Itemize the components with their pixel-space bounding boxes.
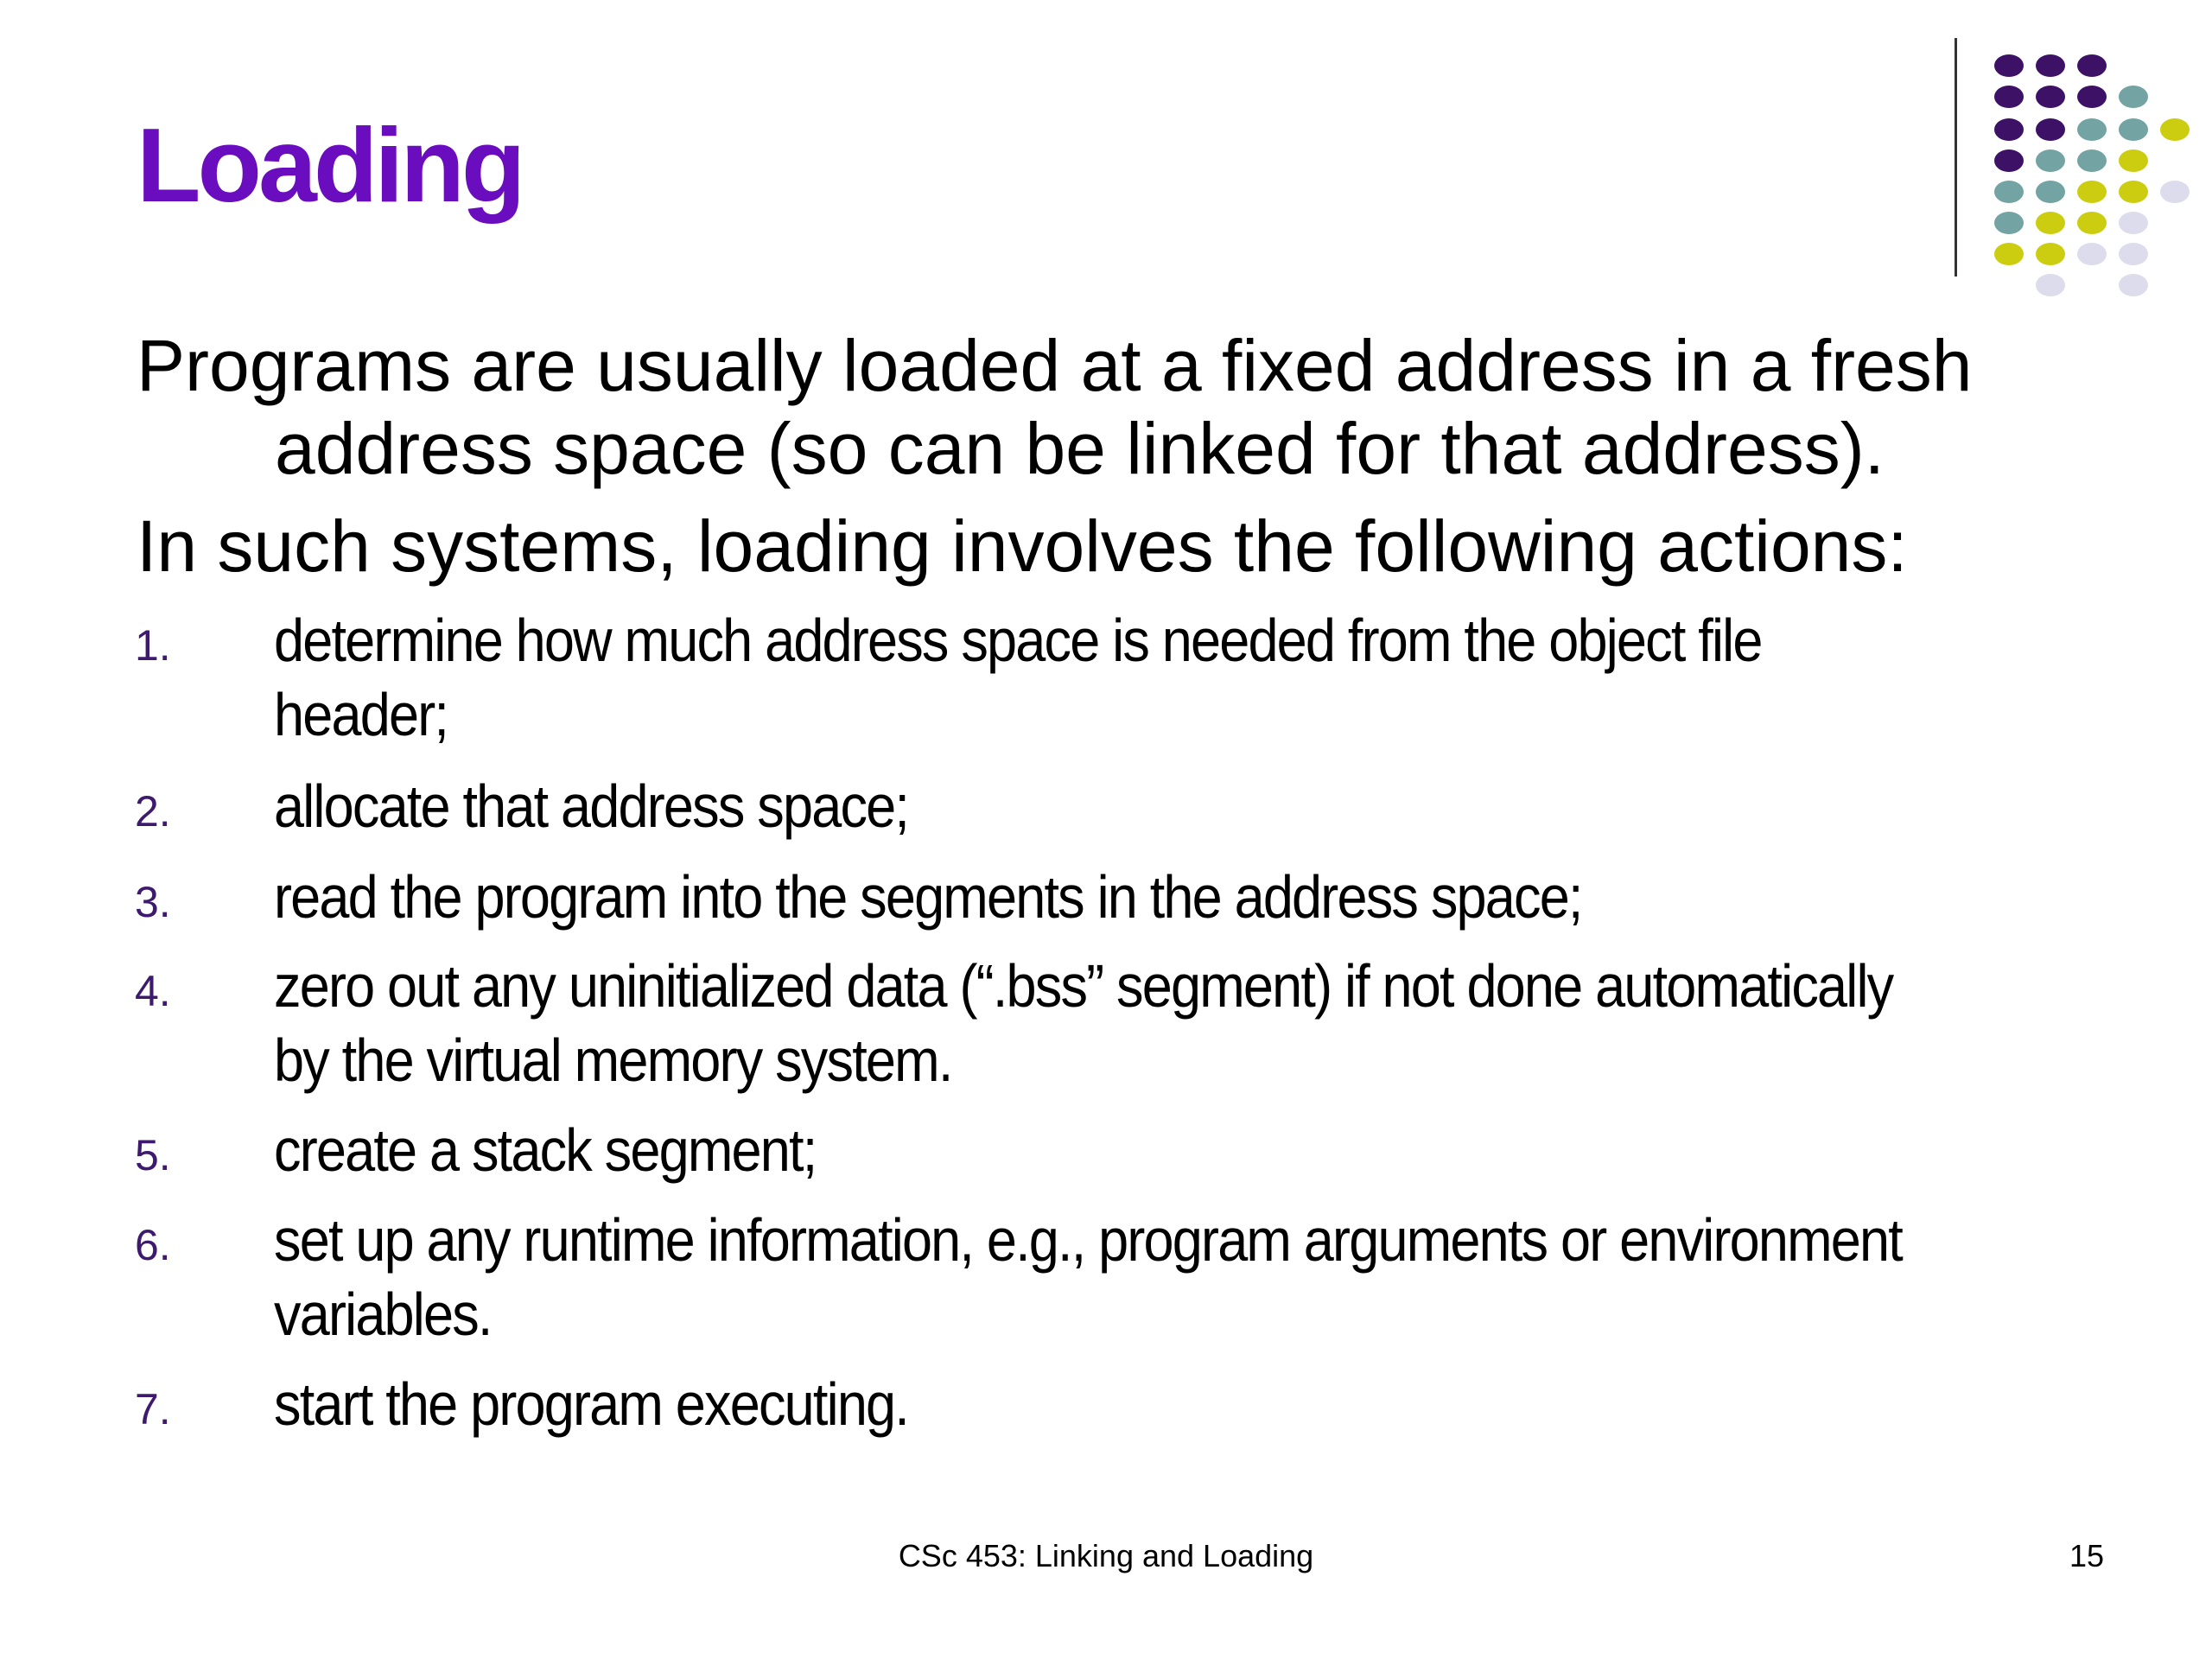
decorative-dot — [2077, 243, 2107, 265]
decorative-dot — [2077, 181, 2107, 203]
decorative-dot — [2036, 243, 2065, 265]
decorative-dot — [2036, 212, 2065, 234]
systems-paragraph-line-1: In such systems, loading involves the following actions: — [137, 505, 1908, 587]
footer-course-title: CSc 453: Linking and Loading — [898, 1538, 1314, 1573]
list-item-number: 1. — [135, 621, 171, 670]
decorative-dot — [1994, 54, 2024, 77]
list-item-number: 6. — [135, 1221, 171, 1269]
decorative-dot — [2036, 86, 2065, 108]
decorative-dot — [2077, 212, 2107, 234]
slide-title: Loading — [137, 106, 523, 224]
list-item-text: zero out any uninitialized data (“.bss” segment) if not done automatically by the virtual memory system. — [274, 952, 1893, 1094]
list-item-text: create a stack segment; — [274, 1116, 817, 1184]
decorative-dot — [2160, 181, 2190, 203]
decorative-dot — [2036, 54, 2065, 77]
decorative-dot — [1994, 86, 2024, 108]
decorative-dot — [2077, 54, 2107, 77]
decorative-dot — [2119, 86, 2148, 108]
list-item-number: 2. — [135, 787, 171, 836]
intro-paragraph-line-2: address space (so can be linked for that address). — [275, 408, 1885, 489]
decorative-dot — [2119, 212, 2148, 234]
decorative-dot — [1994, 118, 2024, 141]
list-item-number: 4. — [135, 967, 171, 1015]
decorative-dot — [2077, 118, 2107, 141]
decorative-dot — [2119, 243, 2148, 265]
decorative-dot — [2077, 86, 2107, 108]
decorative-dot — [1994, 243, 2024, 265]
list-item-number: 3. — [135, 878, 171, 926]
decorative-dot — [2119, 181, 2148, 203]
decorative-dot-grid — [0, 0, 2212, 311]
list-item-text: determine how much address space is needed from the object file header; — [274, 607, 1762, 748]
list-item-text: set up any runtime information, e.g., program arguments or environment variables. — [274, 1206, 1902, 1348]
systems-paragraph — [137, 505, 2124, 588]
list-item-text: read the program into the segments in the address space; — [274, 863, 1582, 931]
decorative-dot — [2077, 149, 2107, 172]
intro-paragraph — [137, 324, 2124, 490]
decorative-dot — [2160, 118, 2190, 141]
decorative-dot — [2036, 118, 2065, 141]
decorative-dot — [1994, 149, 2024, 172]
decorative-dot — [2036, 181, 2065, 203]
list-item-number: 7. — [135, 1385, 171, 1433]
decorative-dot — [1994, 212, 2024, 234]
decorative-dot — [2119, 149, 2148, 172]
footer-page-number: 15 — [2069, 1538, 2105, 1573]
list-item-number: 5. — [135, 1131, 171, 1179]
list-item-text: allocate that address space; — [274, 772, 909, 840]
decorative-dot — [1994, 181, 2024, 203]
list-item-text: start the program executing. — [274, 1370, 909, 1438]
decorative-dot — [2119, 118, 2148, 141]
decorative-dot — [2036, 149, 2065, 172]
intro-paragraph-line-1: Programs are usually loaded at a fixed address in a fresh — [137, 325, 1973, 406]
decorative-dot — [2119, 274, 2148, 296]
decorative-dot — [2036, 274, 2065, 296]
